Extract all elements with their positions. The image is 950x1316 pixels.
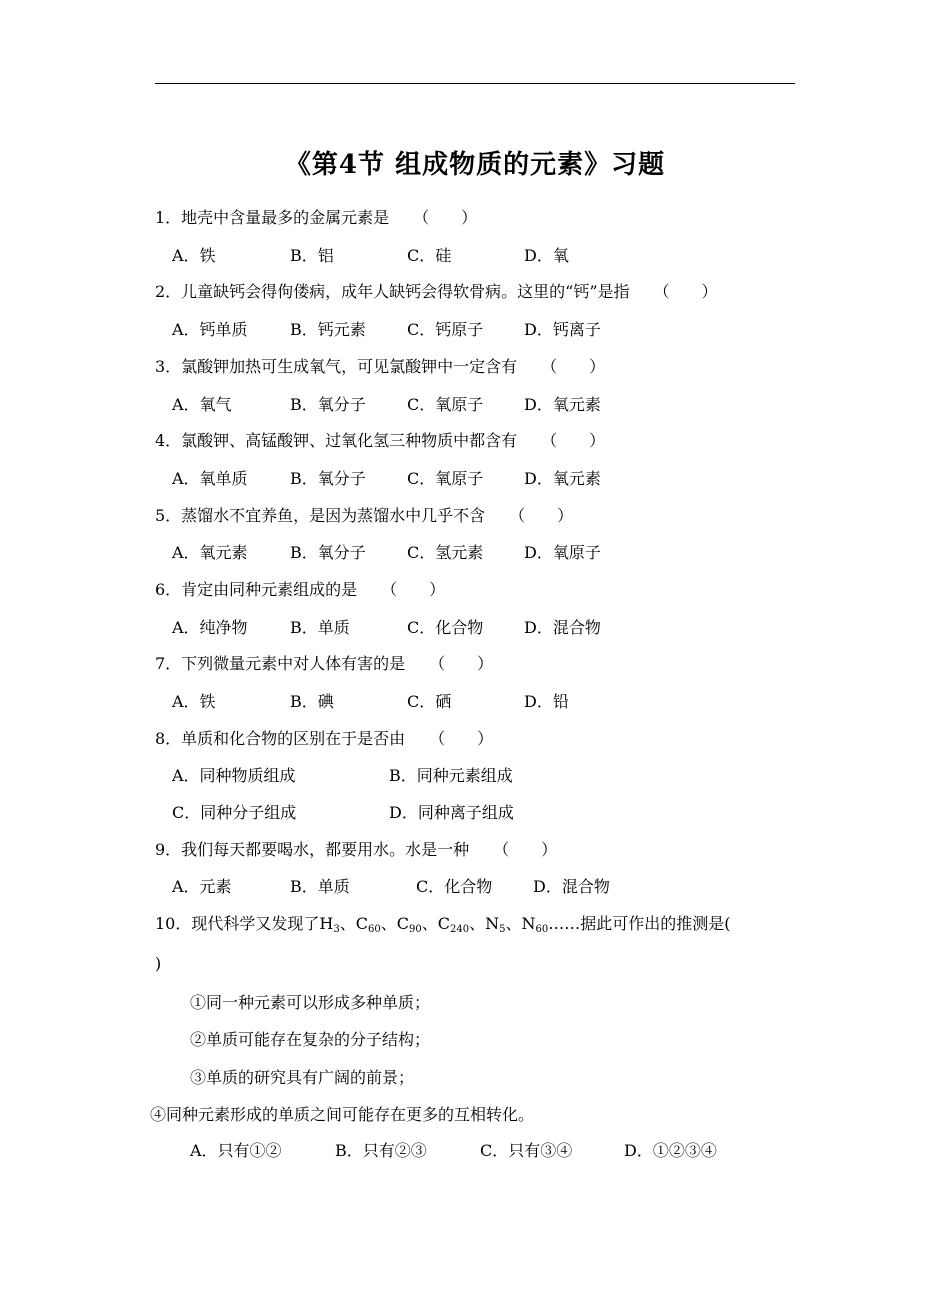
question-9-option-d: D．混合物 — [533, 877, 610, 896]
question-6-option-a: A．纯净物 — [172, 618, 248, 637]
question-5-stem: 5．蒸馏水不宜养鱼，是因为蒸馏水中几乎不含 （ ） — [155, 506, 574, 525]
question-1-option-c: C．硅 — [407, 246, 452, 265]
question-10-prefix: 10．现代科学又发现了 — [155, 914, 320, 933]
question-3-option-c: C．氧原子 — [407, 395, 484, 414]
formula-subscript: 5 — [499, 924, 506, 935]
question-10-option-b: B．只有②③ — [335, 1141, 427, 1160]
question-10-option-a: A．只有①② — [190, 1141, 282, 1160]
question-1-option-b: B．铝 — [290, 246, 334, 265]
question-8-stem: 8．单质和化合物的区别在于是否由 （ ） — [155, 729, 494, 748]
formula-separator: 、 — [421, 914, 438, 933]
header-rule — [155, 83, 795, 84]
question-9-option-b: B．单质 — [290, 877, 350, 896]
chemical-formula — [438, 914, 469, 933]
question-8-option-a: A．同种物质组成 — [172, 766, 296, 785]
question-8-option-d: D．同种离子组成 — [389, 803, 514, 822]
question-6-stem: 6．肯定由同种元素组成的是 （ ） — [155, 580, 446, 599]
question-4-option-b: B．氧分子 — [290, 469, 366, 488]
page-title: 《第4节 组成物质的元素》习题 — [284, 150, 666, 180]
question-8-option-b: B．同种元素组成 — [389, 766, 513, 785]
question-9-stem: 9．我们每天都要喝水，都要用水。水是一种 （ ） — [155, 840, 558, 859]
formula-separator: 、 — [505, 914, 522, 933]
question-5-option-c: C．氢元素 — [407, 543, 484, 562]
question-5-option-b: B．氧分子 — [290, 543, 366, 562]
question-3-option-b: B．氧分子 — [290, 395, 366, 414]
question-10-option-d: D．①②③④ — [624, 1141, 717, 1160]
question-7-option-d: D．铅 — [524, 692, 569, 711]
question-6-option-c: C．化合物 — [407, 618, 484, 637]
question-4-option-d: D．氧元素 — [524, 469, 601, 488]
formula-element: H — [319, 914, 334, 933]
question-1-stem: 1．地壳中含量最多的金属元素是 （ ） — [155, 208, 478, 227]
question-10-close-paren: ) — [155, 954, 162, 973]
formula-separator: 、 — [380, 914, 397, 933]
formula-subscript: 90 — [408, 924, 422, 935]
chemical-formula — [521, 914, 548, 933]
question-3-option-a: A．氧气 — [172, 395, 232, 414]
question-10-statement-4: ④同种元素形成的单质之间可能存在更多的互相转化。 — [150, 1105, 535, 1124]
question-9-option-c: C．化合物 — [416, 877, 493, 896]
question-9-option-a: A．元素 — [172, 877, 232, 896]
question-4-option-a: A．氧单质 — [172, 469, 248, 488]
question-7-option-a: A．铁 — [172, 692, 216, 711]
question-2-option-d: D．钙离子 — [524, 320, 601, 339]
question-10-stem — [155, 914, 730, 934]
question-7-option-b: B．碘 — [290, 692, 334, 711]
question-4-option-c: C．氧原子 — [407, 469, 484, 488]
question-2-option-c: C．钙原子 — [407, 320, 484, 339]
question-5-option-d: D．氧原子 — [524, 543, 601, 562]
question-5-option-a: A．氧元素 — [172, 543, 248, 562]
formula-subscript: 240 — [449, 924, 470, 935]
formula-element: N — [521, 914, 536, 933]
formula-subscript: 60 — [367, 924, 381, 935]
question-1-option-d: D．氧 — [524, 246, 569, 265]
question-3-option-d: D．氧元素 — [524, 395, 601, 414]
formula-subscript: 3 — [333, 924, 340, 935]
chemical-formula — [356, 914, 381, 933]
question-2-stem: 2．儿童缺钙会得佝偻病，成年人缺钙会得软骨病。这里的“钙”是指 （ ） — [155, 282, 718, 301]
question-4-stem: 4．氯酸钾、高锰酸钾、过氧化氢三种物质中都含有 （ ） — [155, 431, 606, 450]
question-10-statement-1: ①同一种元素可以形成多种单质； — [190, 993, 431, 1012]
question-10-option-c: C．只有③④ — [480, 1141, 573, 1160]
formula-element: C — [437, 914, 450, 933]
chemical-formula-list — [319, 914, 548, 933]
question-10-statement-2: ②单质可能存在复杂的分子结构； — [190, 1030, 431, 1049]
question-10-statement-3: ③单质的研究具有广阔的前景； — [190, 1068, 415, 1087]
formula-separator: 、 — [339, 914, 356, 933]
question-7-stem: 7．下列微量元素中对人体有害的是 （ ） — [155, 654, 494, 673]
question-8-option-c: C．同种分子组成 — [172, 803, 297, 822]
question-6-option-b: B．单质 — [290, 618, 350, 637]
formula-subscript: 60 — [535, 924, 549, 935]
chemical-formula — [397, 914, 422, 933]
question-2-option-a: A．钙单质 — [172, 320, 248, 339]
chemical-formula — [319, 914, 339, 933]
question-2-option-b: B．钙元素 — [290, 320, 366, 339]
formula-element: C — [355, 914, 368, 933]
chemical-formula — [485, 914, 505, 933]
formula-element: N — [485, 914, 500, 933]
formula-element: C — [396, 914, 409, 933]
question-6-option-d: D．混合物 — [524, 618, 601, 637]
formula-separator: 、 — [469, 914, 486, 933]
question-7-option-c: C．硒 — [407, 692, 452, 711]
question-3-stem: 3．氯酸钾加热可生成氧气，可见氯酸钾中一定含有 （ ） — [155, 357, 606, 376]
question-10-suffix: ……据此可作出的推测是( — [548, 914, 731, 933]
question-1-option-a: A．铁 — [172, 246, 216, 265]
